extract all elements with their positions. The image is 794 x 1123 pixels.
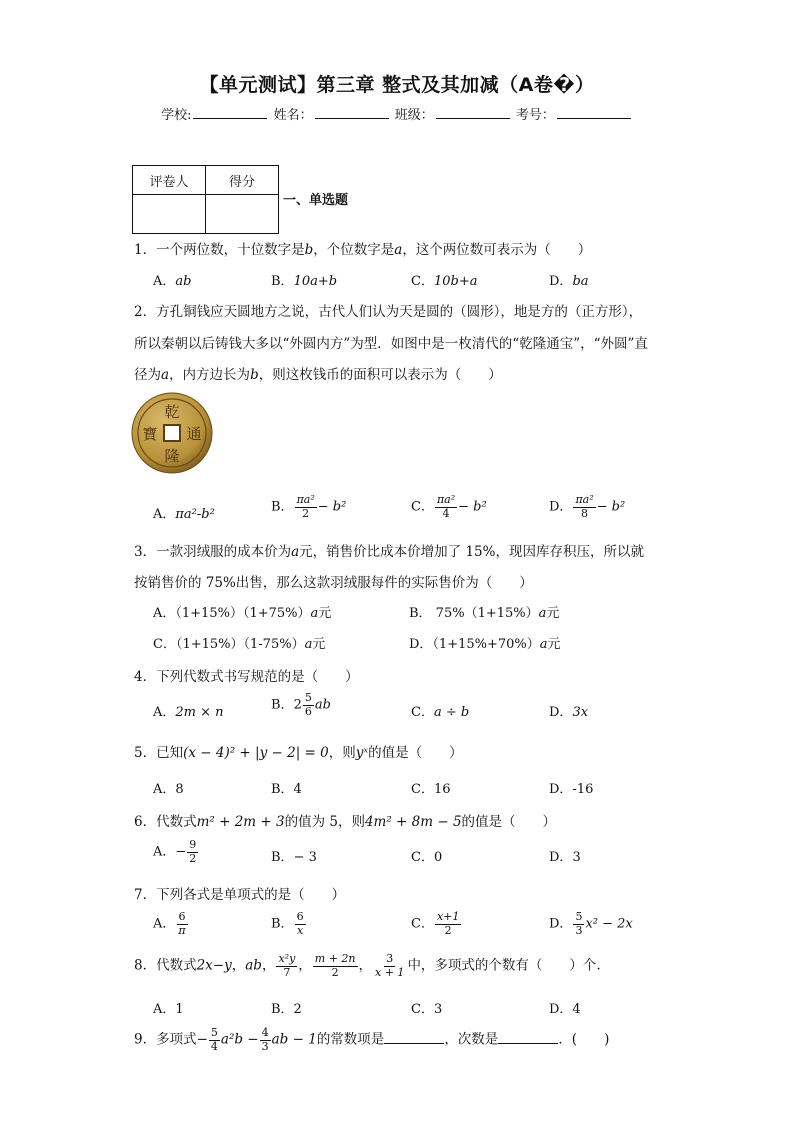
question-1-option-a[interactable]: A．ab <box>153 274 192 289</box>
section-title: 一、单选题 <box>283 193 349 208</box>
name-field[interactable] <box>315 106 389 119</box>
question-3-option-a[interactable]: A．（1+15%）（1+75%）a元 <box>153 606 332 621</box>
question-1-stem: 1．一个两位数，十位数字是b，个位数字是a，这个两位数可表示为（ ） <box>134 242 592 258</box>
question-1-option-d[interactable]: D．ba <box>549 274 589 289</box>
question-1-option-c[interactable]: C．10b+a <box>411 274 478 289</box>
school-label: 学校: <box>161 108 192 123</box>
question-8-stem: 8．代数式2x−y，ab， $\frac{\text{x²y}}{7}$ ， $\frac{m + 2n}{2}$ ， $\frac{3}{x + 1}$ 中，多项式的个数有（ ）个. <box>134 952 601 979</box>
question-5-stem: 5．已知(x − 4)² + |y − 2| = 0，则yˣ的值是（ ） <box>134 745 463 761</box>
question-7-stem: 7．下列各式是单项式的是（ ） <box>134 887 346 903</box>
question-6-option-a[interactable]: A．− $\frac{9}{2}$ <box>153 838 197 865</box>
exam-no-label: 考号： <box>515 108 555 123</box>
question-8-option-c[interactable]: C．3 <box>411 1002 443 1017</box>
reviewer-cell[interactable] <box>133 195 206 234</box>
exam-no-field[interactable] <box>557 106 631 119</box>
class-label: 班级： <box>394 108 434 123</box>
question-4-option-b[interactable]: B．2 $\frac{5}{6}$ ab <box>271 691 331 718</box>
question-2-line-2: 所以秦朝以后铸钱大多以“外圆内方”为型．如图中是一枚清代的“乾隆通宝”，“外圆”直 <box>134 336 648 352</box>
question-3-option-b[interactable]: B． 75%（1+15%）a元 <box>409 606 560 621</box>
question-6-option-b[interactable]: B．− 3 <box>271 850 317 865</box>
page-title: 【单元测试】第三章 整式及其加减（A卷�） <box>199 74 595 96</box>
question-2-option-b[interactable]: B． $\frac{\text{πa²}}{2}$ − b² <box>271 493 347 520</box>
question-6-option-c[interactable]: C．0 <box>411 850 443 865</box>
coin-char-right: 通 <box>186 425 202 443</box>
question-2-option-d[interactable]: D． $\frac{\text{πa²}}{8}$ − b² <box>549 493 626 520</box>
school-field[interactable] <box>193 106 267 119</box>
question-2-option-c[interactable]: C． $\frac{\text{πa²}}{4}$ − b² <box>411 493 487 520</box>
question-4-option-a[interactable]: A．2m × n <box>153 705 224 720</box>
coin-char-top: 乾 <box>164 403 180 421</box>
constant-term-blank[interactable] <box>384 1031 444 1044</box>
question-4-stem: 4．下列代数式书写规范的是（ ） <box>134 669 359 685</box>
question-3-line-2: 按销售价的 75%出售，那么这款羽绒服每件的实际售价为（ ） <box>134 575 533 591</box>
question-3-option-d[interactable]: D．（1+15%+70%）a元 <box>409 637 561 652</box>
question-6-stem: 6．代数式m² + 2m + 3的值为 5，则4m² + 8m − 5的值是（ ） <box>134 814 557 830</box>
degree-blank[interactable] <box>498 1031 558 1044</box>
question-3-option-c[interactable]: C．（1+15%）（1-75%）a元 <box>153 637 326 652</box>
question-8-option-a[interactable]: A．1 <box>153 1002 184 1017</box>
score-header: 得分 <box>206 166 279 195</box>
question-3-line-1: 3．一款羽绒服的成本价为a元，销售价比成本价增加了 15%，现因库存积压，所以就 <box>134 544 644 560</box>
question-2-option-a[interactable]: A．πa²-b² <box>153 507 215 522</box>
question-4-option-d[interactable]: D．3x <box>549 705 589 720</box>
question-8-option-d[interactable]: D．4 <box>549 1002 581 1017</box>
question-5-option-d[interactable]: D．-16 <box>549 782 594 797</box>
question-1-option-b[interactable]: B．10a+b <box>271 274 338 289</box>
question-2-line-1: 2．方孔铜钱应天圆地方之说，古代人们认为天是圆的（圆形），地是方的（正方形）， <box>134 304 643 320</box>
question-8-option-b[interactable]: B．2 <box>271 1002 302 1017</box>
question-7-option-a[interactable]: A． $\frac{6}{\pi}$ <box>153 910 186 937</box>
question-9-stem: 9．多项式− $\frac{5}{4}$ a²b − $\frac{4}{3}$ ab − 1的常数项是 ，次数是 ．( ) <box>134 1026 610 1053</box>
question-5-option-c[interactable]: C．16 <box>411 782 451 797</box>
name-label: 姓名： <box>273 108 313 123</box>
student-info-line <box>0 104 794 123</box>
question-7-option-d[interactable]: D． $\frac{5}{3}$ x² − 2x <box>549 910 633 937</box>
question-7-option-b[interactable]: B． $\frac{6}{x}$ <box>271 910 304 937</box>
coin-char-bottom: 隆 <box>164 447 180 465</box>
question-5-option-a[interactable]: A．8 <box>153 782 184 797</box>
coin-image <box>131 392 213 474</box>
class-field[interactable] <box>436 106 510 119</box>
question-4-option-c[interactable]: C．a ÷ b <box>411 705 470 720</box>
score-table <box>132 165 279 234</box>
reviewer-header: 评卷人 <box>133 166 206 195</box>
score-cell[interactable] <box>206 195 279 234</box>
question-6-option-d[interactable]: D．3 <box>549 850 581 865</box>
question-2-line-3: 径为a，内方边长为b，则这枚钱币的面积可以表示为（ ） <box>134 367 502 383</box>
question-5-option-b[interactable]: B．4 <box>271 782 302 797</box>
coin-char-left: 寶 <box>142 425 158 443</box>
question-7-option-c[interactable]: C． $\frac{x+1}{2}$ <box>411 910 460 937</box>
